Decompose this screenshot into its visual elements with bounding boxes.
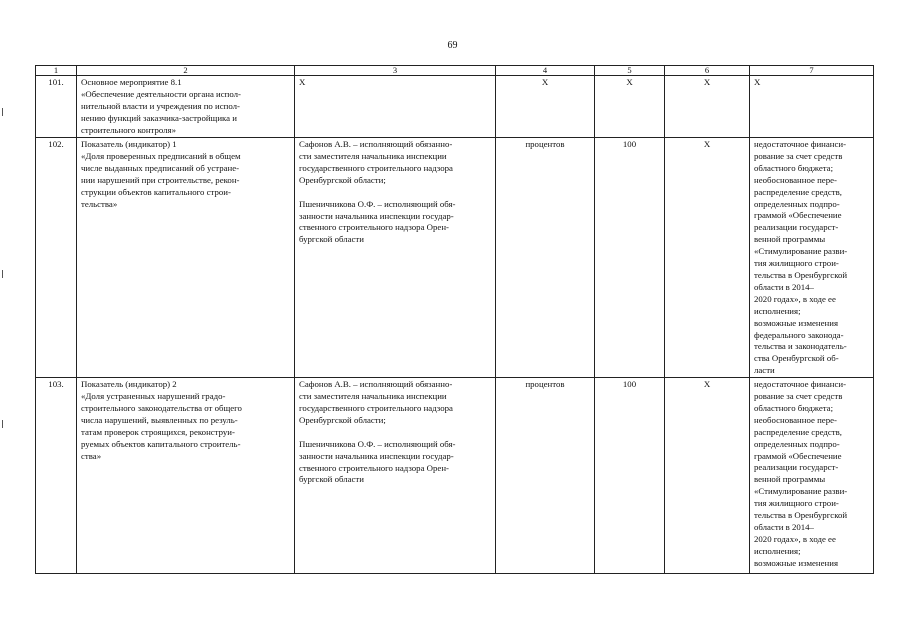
responsible-line: ственного строительного надзора Орен- bbox=[299, 222, 449, 233]
responsible-line: сти заместителя начальника инспекции bbox=[299, 391, 447, 402]
column-header: 4 bbox=[496, 66, 595, 76]
risk-line: X bbox=[754, 77, 761, 87]
value-cell: 100 bbox=[595, 138, 665, 378]
column-header: 3 bbox=[295, 66, 496, 76]
risk-line: граммой «Обеспечение bbox=[754, 210, 842, 221]
risk-line: областного бюджета; bbox=[754, 402, 834, 413]
row-number: 103. bbox=[36, 378, 77, 574]
row-number: 102. bbox=[36, 138, 77, 378]
row-name-line: нению функций заказчика-застройщика и bbox=[81, 112, 237, 123]
row-name bbox=[77, 76, 295, 138]
row-name-line: тельства» bbox=[81, 198, 118, 209]
risk-line: 2020 годах», в ходе ее bbox=[754, 533, 836, 544]
risks-cell bbox=[750, 378, 874, 574]
responsible-line: Сафонов А.В. – исполняющий обязанно- bbox=[299, 379, 453, 390]
row-name bbox=[77, 138, 295, 378]
col6-cell: X bbox=[665, 76, 750, 138]
column-header: 6 bbox=[665, 66, 750, 76]
responsible-cell bbox=[295, 76, 496, 138]
value-cell: X bbox=[595, 76, 665, 138]
row-name-line: Показатель (индикатор) 2 bbox=[81, 379, 177, 390]
risk-line: венной программы bbox=[754, 234, 826, 245]
row-name-line: числа нарушений, выявленных по резуль- bbox=[81, 414, 238, 425]
row-number: 101. bbox=[36, 76, 77, 138]
responsible-line: государственного строительного надзора bbox=[299, 402, 453, 413]
risk-line: исполнения; bbox=[754, 305, 801, 316]
row-name-line: руемых объектов капитального строитель- bbox=[81, 438, 241, 449]
risk-line: возможные изменения bbox=[754, 557, 838, 568]
row-name-line: ства» bbox=[81, 450, 102, 461]
risk-line: тия жилищного строи- bbox=[754, 498, 839, 509]
unit-cell: X bbox=[496, 76, 595, 138]
row-name-line: струкции объектов капитального строи- bbox=[81, 186, 231, 197]
risk-line: распределение средств, bbox=[754, 426, 842, 437]
risk-line: определенных подпро- bbox=[754, 438, 840, 449]
row-name-line: нии нарушений при строительстве, рекон- bbox=[81, 174, 240, 185]
risk-line: недостаточное финанси- bbox=[754, 379, 847, 390]
risk-line: федерального законода- bbox=[754, 329, 844, 340]
risk-line: «Стимулирование разви- bbox=[754, 486, 848, 497]
row-name-line: строительного законодательства от общего bbox=[81, 402, 242, 413]
risk-line: области в 2014– bbox=[754, 281, 814, 292]
row-name-line: строительного контроля» bbox=[81, 124, 177, 135]
column-header: 7 bbox=[750, 66, 874, 76]
program-table bbox=[35, 65, 874, 574]
risk-line: тельства в Оренбургской bbox=[754, 269, 848, 280]
risk-line: распределение средств, bbox=[754, 186, 842, 197]
responsible-line: Сафонов А.В. – исполняющий обязанно- bbox=[299, 139, 453, 149]
row-name-line: «Доля устраненных нарушений градо- bbox=[81, 391, 226, 402]
risk-line: реализации государст- bbox=[754, 222, 839, 233]
responsible-cell bbox=[295, 138, 496, 378]
table-row bbox=[36, 138, 874, 378]
responsible-line: Оренбургской области; bbox=[299, 414, 386, 425]
risk-line: области в 2014– bbox=[754, 522, 814, 532]
risks-cell bbox=[750, 76, 874, 138]
risk-line: реализации государст- bbox=[754, 462, 839, 473]
responsible-line: ственного строительного надзора Орен- bbox=[299, 462, 449, 473]
responsible-line: бургской области bbox=[299, 234, 364, 245]
risk-line: «Стимулирование разви- bbox=[754, 246, 848, 257]
responsible-cell bbox=[295, 378, 496, 574]
risk-line: тельства в Оренбургской bbox=[754, 510, 848, 521]
responsible-line: сти заместителя начальника инспекции bbox=[299, 150, 447, 161]
row-name-line: Основное мероприятие 8.1 bbox=[81, 77, 182, 87]
risk-line: тия жилищного строи- bbox=[754, 258, 839, 269]
responsible-line: занности начальника инспекции государ- bbox=[299, 450, 454, 461]
risk-line: необоснованное пере- bbox=[754, 174, 837, 185]
risk-line: ласти bbox=[754, 365, 775, 376]
column-header: 1 bbox=[36, 66, 77, 76]
column-header: 5 bbox=[595, 66, 665, 76]
row-name-line: числе выданных предписаний об устране- bbox=[81, 162, 240, 173]
responsible-line: государственного строительного надзора bbox=[299, 162, 453, 173]
row-name-line: «Обеспечение деятельности органа испол- bbox=[81, 88, 241, 99]
column-number-row bbox=[36, 66, 874, 76]
responsible-line: Пшеничникова О.Ф. – исполняющий обя- bbox=[299, 198, 456, 209]
page-number: 69 bbox=[447, 40, 458, 51]
risk-line: необоснованное пере- bbox=[754, 414, 837, 425]
margin-mark bbox=[2, 420, 3, 428]
row-name-line: татам проверок строящихся, реконструи- bbox=[81, 426, 235, 437]
risk-line: ства Оренбургской об- bbox=[754, 353, 839, 364]
risk-line: исполнения; bbox=[754, 545, 801, 556]
margin-mark bbox=[2, 270, 3, 278]
table-row bbox=[36, 378, 874, 574]
table-row bbox=[36, 76, 874, 138]
responsible-line: Оренбургской области; bbox=[299, 174, 386, 185]
risk-line: недостаточное финанси- bbox=[754, 139, 847, 149]
risk-line: областного бюджета; bbox=[754, 162, 834, 173]
row-name bbox=[77, 378, 295, 574]
risk-line: 2020 годах», в ходе ее bbox=[754, 293, 836, 304]
risk-line: возможные изменения bbox=[754, 317, 838, 328]
responsible-line: X bbox=[299, 77, 306, 87]
responsible-line: бургской области bbox=[299, 474, 364, 485]
risk-line: тельства и законодатель- bbox=[754, 341, 847, 352]
col6-cell: X bbox=[665, 378, 750, 574]
unit-cell: процентов bbox=[496, 138, 595, 378]
row-name-line: нительной власти и учреждения по испол- bbox=[81, 100, 240, 111]
margin-mark bbox=[2, 108, 3, 116]
row-name-line: Показатель (индикатор) 1 bbox=[81, 139, 177, 149]
risk-line: рование за счет средств bbox=[754, 391, 843, 402]
column-header: 2 bbox=[77, 66, 295, 76]
value-cell: 100 bbox=[595, 378, 665, 574]
spacer bbox=[299, 427, 491, 439]
unit-cell: процентов bbox=[496, 378, 595, 574]
col6-cell: X bbox=[665, 138, 750, 378]
risk-line: определенных подпро- bbox=[754, 198, 840, 209]
risk-line: граммой «Обеспечение bbox=[754, 450, 842, 461]
risk-line: венной программы bbox=[754, 474, 826, 485]
spacer bbox=[299, 187, 491, 199]
responsible-line: занности начальника инспекции государ- bbox=[299, 210, 454, 221]
row-name-line: «Доля проверенных предписаний в общем bbox=[81, 150, 241, 161]
risk-line: рование за счет средств bbox=[754, 150, 843, 161]
risks-cell bbox=[750, 138, 874, 378]
responsible-line: Пшеничникова О.Ф. – исполняющий обя- bbox=[299, 438, 456, 449]
